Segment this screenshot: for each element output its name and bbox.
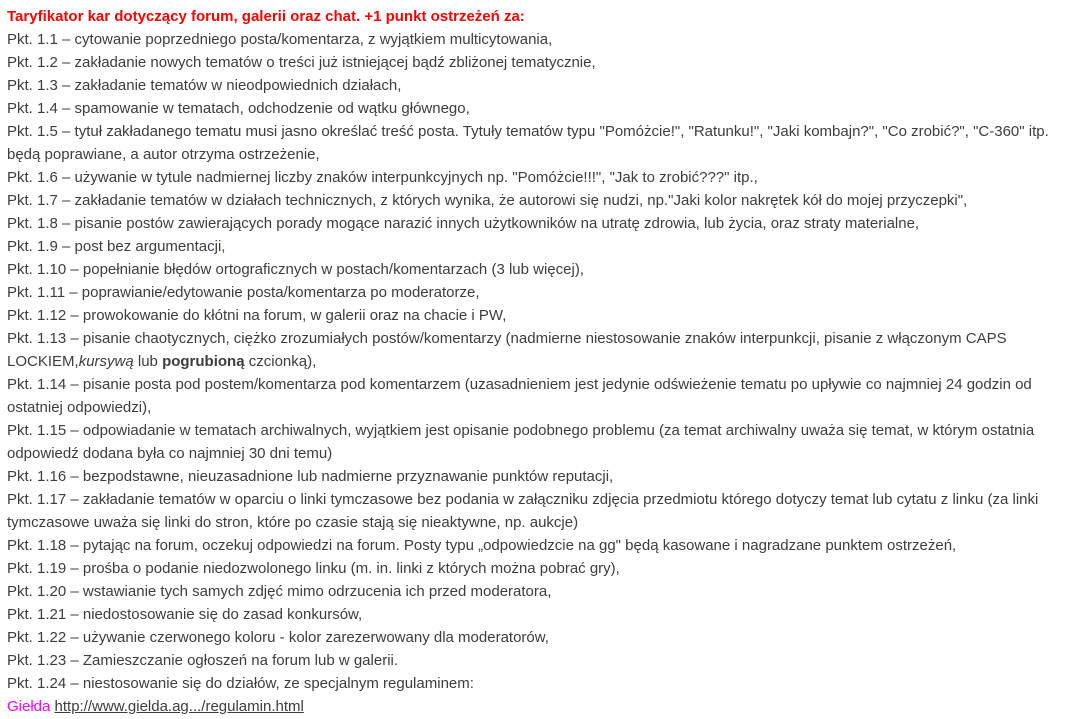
rule-text-segment: Pkt. 1.4 – spamowanie w tematach, odchodzenie od wątku głównego, — [7, 100, 470, 117]
rule-item — [7, 580, 1060, 603]
rule-text-segment: czcionką), — [244, 353, 317, 370]
rule-item — [7, 28, 1060, 51]
rule-text-segment: Pkt. 1.5 – tytuł zakładanego tematu musi jasno określać treść posta. Tytuły tematów typu "Pomóżcie!", "Ratunku!", "Jaki kombajn?", "Co zrobić?", "C-360" itp. będą poprawiane, a autor otrzyma ostrzeżenie, — [7, 123, 1049, 163]
rules-list — [7, 28, 1060, 718]
rule-item — [7, 488, 1060, 534]
rule-text-segment: Pkt. 1.7 – zakładanie tematów w działach technicznych, z których wynika, że autorowi się nudzi, np."Jaki kolor nakrętek kół do mojej przyczepki", — [7, 192, 968, 209]
rule-text-segment: , — [221, 238, 226, 255]
rule-text-segment: pogrubioną — [162, 353, 245, 370]
rule-text-segment: kursywą — [78, 353, 134, 370]
rule-text-segment: Pkt. 1.12 – prowokowanie do kłótni na forum, w galerii oraz na chacie i PW, — [7, 307, 507, 324]
rule-item — [7, 534, 1060, 557]
rule-text-segment: Pkt. 1.6 – używanie w tytule nadmiernej liczby znaków interpunkcyjnych np. "Pomóżcie!!!", "Jak to zrobić???" itp., — [7, 169, 758, 186]
rule-text-segment: Pkt. 1.9 – post bez argumentacji — [7, 238, 222, 255]
rule-item — [7, 212, 1060, 235]
rule-text-segment: Pkt. 1.8 – pisanie postów zawierających porady mogące narazić innych użytkowników na utratę zdrowia, lub życia, oraz straty materialne, — [7, 215, 920, 232]
rule-text-segment: Pkt. 1.2 – zakładanie nowych tematów o treści już istniejącej bądź zbliżonej tematycznie, — [7, 54, 596, 71]
rule-text-segment: Pkt. 1.11 – poprawianie/edytowanie posta/komentarza po moderatorze, — [7, 284, 480, 301]
rule-text-segment: Pkt. 1.19 – prośba o podanie niedozwolonego linku (m. in. linki z których można pobrać gry), — [7, 560, 620, 577]
rule-item — [7, 235, 1060, 258]
rule-item — [7, 672, 1060, 695]
rule-text-segment: Pkt. 1.17 – zakładanie tematów w oparciu o linki tymczasowe bez podania w załączniku zdjęcia przedmiotu którego dotyczy temat lub cytatu z linku (za linki tymczasowe uważa się linki do stron, które po czasie stają się nieaktywne, np. aukcje) — [7, 491, 1039, 531]
rule-item — [7, 419, 1060, 465]
rule-text-segment: Pkt. 1.18 – pytając na forum, oczekuj odpowiedzi na forum. Posty typu „odpowiedzcie na gg" będą kasowane i nagradzane punktem ostrzeżeń, — [7, 537, 957, 554]
rule-text-segment: Pkt. 1.22 – używanie czerwonego koloru - kolor zarezerwowany dla moderatorów, — [7, 629, 549, 646]
rule-text-segment: Pkt. 1.13 – pisanie chaotycznych, ciężko zrozumiałych postów/komentarzy (nadmierne niestosowanie znaków interpunkcji, pisanie z włączonym CAPS LOCKIEM, — [7, 330, 1007, 370]
rule-item — [7, 97, 1060, 120]
page-title: Taryfikator kar dotyczący forum, galerii oraz chat. +1 punkt ostrzeżeń za: — [7, 8, 525, 25]
rule-item — [7, 327, 1060, 373]
rule-item — [7, 74, 1060, 97]
rule-text-segment: Pkt. 1.20 – wstawianie tych samych zdjęć mimo odrzucenia ich przed moderatora, — [7, 583, 552, 600]
rule-text-segment: Pkt. 1.16 – bezpodstawne, nieuzasadnione lub nadmierne przyznawanie punktów reputacji, — [7, 468, 614, 485]
rule-text-segment: Pkt. 1.24 – niestosowanie się do działów, ze specjalnym regulaminem: — [7, 675, 474, 692]
rule-item — [7, 373, 1060, 419]
rule-text-segment: Pkt. 1.23 – Zamieszczanie ogłoszeń na forum lub w galerii. — [7, 652, 399, 669]
rule-text-segment: Pkt. 1.14 – pisanie posta pod postem/komentarza pod komentarzem (uzasadnieniem jest jedynie odświeżenie tematu po upływie co najmniej 24 godzin od ostatniej odpowiedzi), — [7, 376, 1032, 416]
rule-item — [7, 120, 1060, 166]
regulamin-link[interactable]: http://www.gielda.ag.../regulamin.html — [54, 698, 304, 715]
rule-text-segment: Pkt. 1.21 – niedostosowanie się do zasad konkursów, — [7, 606, 363, 623]
rule-text-segment: Pkt. 1.10 – popełnianie błędów ortograficznych w postach/komentarzach (3 lub więcej), — [7, 261, 584, 278]
rule-text-segment: Pkt. 1.1 – cytowanie poprzedniego posta/komentarza, z wyjątkiem multicytowania, — [7, 31, 553, 48]
rule-item — [7, 626, 1060, 649]
rule-item — [7, 281, 1060, 304]
rule-item — [7, 189, 1060, 212]
rule-text-segment: lub — [133, 353, 163, 370]
rule-item — [7, 603, 1060, 626]
rule-item — [7, 649, 1060, 672]
rule-item — [7, 304, 1060, 327]
rule-item — [7, 695, 1060, 718]
rule-item — [7, 258, 1060, 281]
rule-text-segment: Pkt. 1.3 – zakładanie tematów w nieodpowiednich działach, — [7, 77, 402, 94]
rule-text-segment: Pkt. 1.15 – odpowiadanie w tematach archiwalnych, wyjątkiem jest opisanie podobnego problemu (za temat archiwalny uważa się temat, w którym ostatnia odpowiedź dodana była co najmniej 30 dni temu) — [7, 422, 1035, 462]
rule-item — [7, 465, 1060, 488]
rule-text-segment: Giełda — [7, 698, 51, 715]
rule-item — [7, 557, 1060, 580]
rule-item — [7, 166, 1060, 189]
rule-item — [7, 51, 1060, 74]
